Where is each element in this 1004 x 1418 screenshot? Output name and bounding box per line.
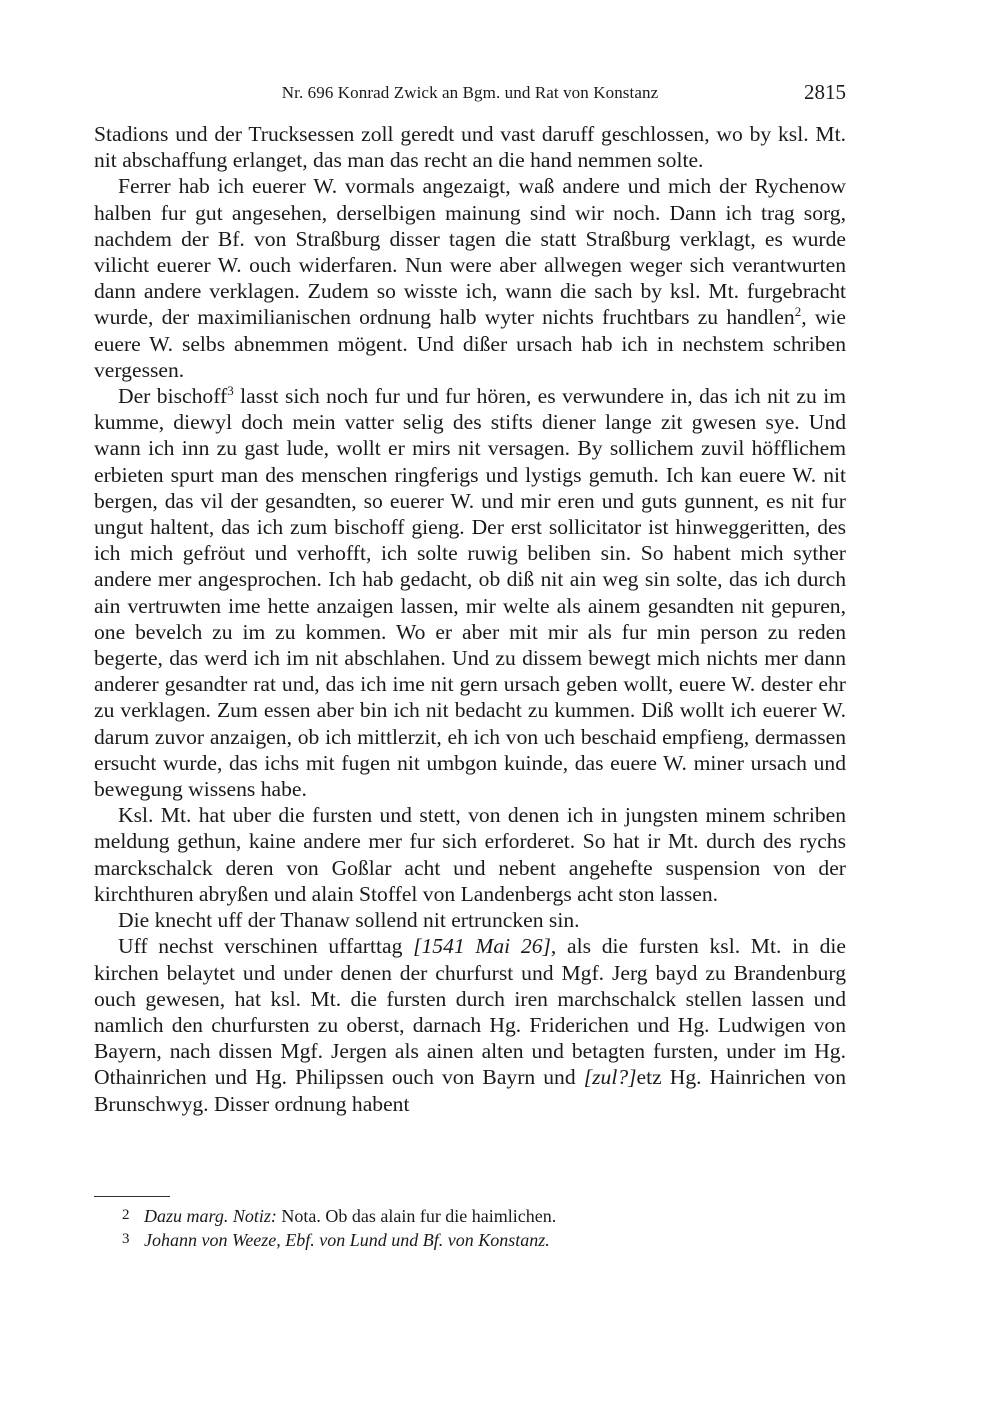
paragraph-6-text-b: , als die fursten ksl. Mt. in die kirchen belaytet und under denen der churfurst und Mgf. Jerg bayd zu Brandenburg ouch gewesen, hat ksl. Mt. die fursten durch iren marchschalck stellen lassen und namlich den churfursten zu oberst, darnach Hg. Friderichen und Hg. Ludwigen von Bayern, nach dissen Mgf. Jergen als ainen alten und betagten fursten, under im Hg. Othainrichen und Hg. Philipssen ouch von Bayrn und [94, 934, 847, 1090]
page-header [94, 80, 846, 108]
footnote-number: 2 [122, 1207, 130, 1223]
paragraph-2 [94, 173, 846, 383]
footnote-2 [94, 1204, 846, 1228]
paragraph-6-text-c: etz Hg. Hainrichen von Brunschwyg. Disser ordnung habent [94, 1065, 846, 1116]
paragraph-3-text-a: Der bischoff [118, 384, 228, 409]
footnote-text: Nota. Ob das alain fur die haimlichen. [276, 1206, 557, 1226]
main-text [94, 121, 846, 1117]
paragraph-3-text-b: lasst sich noch fur und fur hören, es verwundere in, das ich nit zu im kumme, diewyl doch mein vatter selig des stifts diener lange zit gwesen sye. Und wann ich inn zu gast lude, wollt er mirs nit versagen. By sollichem zuvil höfflichem erbieten spurt man des menschen ringferigs und lystigs gemuth. Ich kan euere W. nit bergen, das vil der gesandten, so euerer W. und mir eren und guts gunnent, es nit fur ungut haltent, das ich zum bischoff gieng. Der erst sollicitator ist hinweggeritten, des ich mich gefröut und verhofft, ich solte ruwig beliben sin. So habent mich syther andere mer angesprochen. Ich hab gedacht, ob diß nit ain weg sin solte, das ich durch ain vertruwten ime hette anzaigen lassen, mir welte als ainem gesandten nit gepuren, one bevelch zu im zu kommen. Wo er aber mit mir als fur min person zu reden begerte, das werd ich im nit abschlahen. Und zu dissem bewegt mich nichts mer dann anderer gesandter rat und, das ich ime nit gern ursach geben wollt, euere W. dester ehr zu verklagen. Zum essen aber bin ich nit bedacht zu kummen. Diß wollt ich euerer W. darum zuvor anzaigen, ob ich mittlerzit, eh ich von uch beschaid empfieng, dermassen ersucht wurde, das ichs mit fugen nit umbgon kuinde, das euere W. miner ursach und bewegung wissens habe. [94, 384, 846, 802]
paragraph-6-text-a: Uff nechst verschinen uffarttag [118, 934, 414, 959]
footnote-label: Johann von Weeze, Ebf. von Lund und Bf. von Konstanz. [144, 1230, 550, 1250]
paragraph-1: Stadions und der Trucksessen zoll geredt und vast daruff geschlossen, wo by ksl. Mt. nit abschaffung erlanget, das man das recht an die hand nemmen solte. [94, 122, 846, 173]
footnote-ref-2: 2 [794, 304, 802, 320]
paragraph-3 [94, 383, 846, 802]
footnote-3 [94, 1228, 846, 1252]
footnote-label: Dazu marg. Notiz: [144, 1206, 277, 1226]
footnote-divider [94, 1196, 170, 1197]
footnotes [94, 1204, 846, 1252]
running-title: Nr. 696 Konrad Zwick an Bgm. und Rat von Konstanz [281, 83, 659, 102]
paragraph-4: Ksl. Mt. hat uber die fursten und stett, von denen ich in jungsten minem schriben meldung gethun, kaine andere mer fur sich erforderet. So hat ir Mt. durch des rychs marckschalck deren von Goßlar acht und nebent angehefte suspension von der kirchthuren abryßen und alain Stoffel von Landenbergs acht ston lassen. [94, 803, 846, 906]
editorial-insertion: [zul?] [583, 1065, 637, 1090]
footnote-number: 3 [122, 1231, 130, 1247]
paragraph-2-text-a: Ferrer hab ich euerer W. vormals angezaigt, waß andere und mich der Rychenow halben fur gut angesehen, derselbigen mainung sind wir noch. Dann ich trag sorg, nachdem der Bf. von Straßburg disser tagen die statt Straßburg verklagt, es wurde vilicht euerer W. ouch widerfaren. Nun were aber allwegen weger sich verantwurten dann andere verklagen. Zudem so wisste ich, wann die sach by ksl. Mt. furgebracht wurde, der maximilianischen ordnung halb wyter nichts fruchtbars zu handlen [94, 174, 846, 330]
footnote-ref-3: 3 [227, 383, 234, 399]
paragraph-2-text-b: , wie euere W. selbs abnemmen mögent. Und dißer ursach hab ich in nechstem schriben vergessen. [94, 305, 846, 382]
paragraph-5: Die knecht uff der Thanaw sollend nit ertruncken sin. [118, 908, 580, 933]
paragraph-6 [94, 933, 846, 1116]
page-number: 2815 [804, 80, 846, 104]
editorial-date: [1541 Mai 26] [413, 934, 551, 959]
